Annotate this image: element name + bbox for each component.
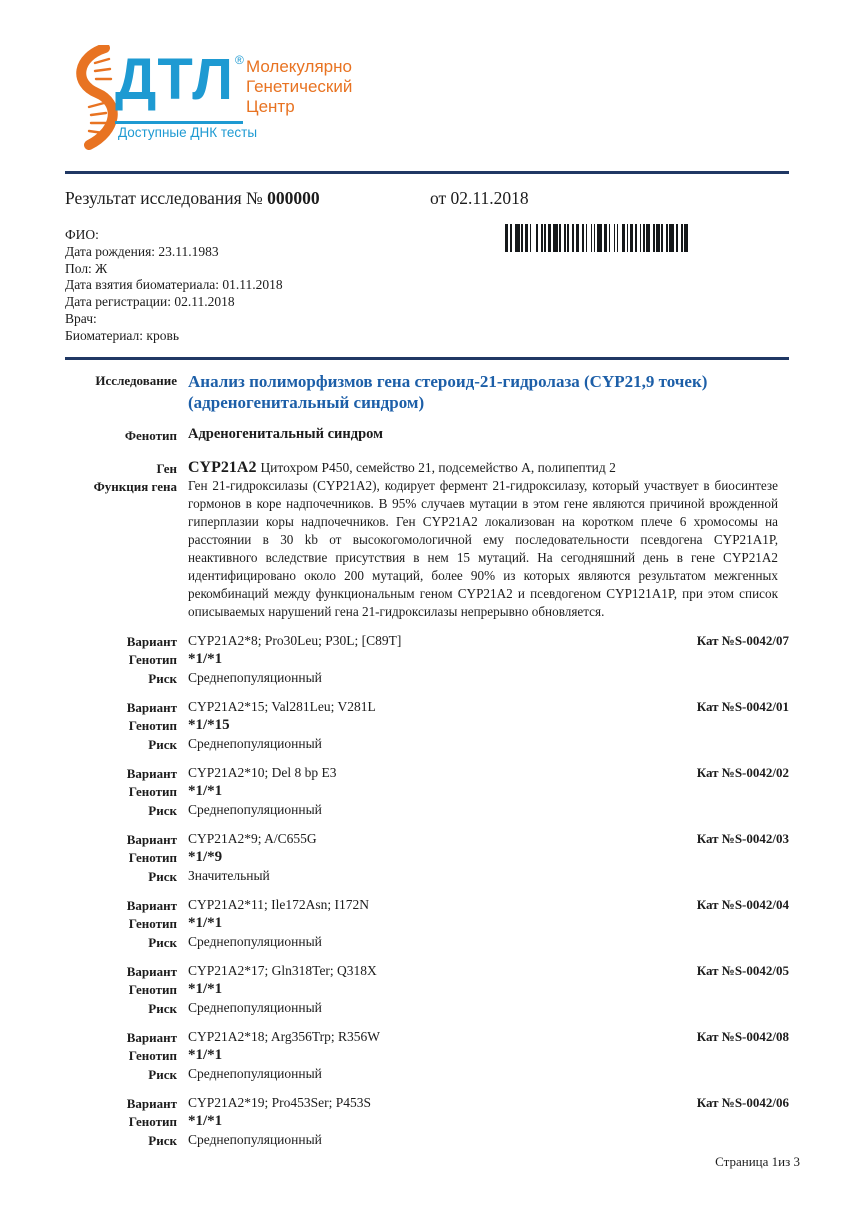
- risk-value: Среднепопуляционный: [188, 736, 322, 751]
- catalog-number: Кат №S-0042/07: [696, 633, 789, 648]
- catalog-number: Кат №S-0042/02: [696, 765, 789, 780]
- genotype-label: Генотип: [128, 1114, 177, 1129]
- variant-block: [65, 830, 789, 885]
- variant-value: CYP21A2*15; Val281Leu; V281L: [188, 699, 376, 714]
- variant-label: Вариант: [126, 898, 177, 913]
- variant-block: [65, 1094, 789, 1149]
- genotype-row: [65, 848, 789, 867]
- genotype-row: [65, 1046, 789, 1065]
- logo-center-name-line: Генетический: [246, 77, 353, 96]
- risk-label: Риск: [148, 803, 177, 818]
- barcode: [505, 224, 773, 252]
- variant-block: [65, 896, 789, 951]
- study-row: [65, 371, 789, 413]
- result-title: Результат исследования №: [65, 188, 268, 208]
- risk-row: [65, 933, 789, 951]
- genotype-value: *1/*15: [188, 717, 230, 733]
- gene-row: [65, 459, 789, 477]
- mid-divider: [65, 357, 789, 360]
- variant-value: CYP21A2*10; Del 8 bp E3: [188, 765, 337, 780]
- variant-value: CYP21A2*9; A/C655G: [188, 831, 317, 846]
- gene-description: Цитохром P450, семейство 21, подсемейство А, полипептид 2: [260, 460, 616, 475]
- risk-row: [65, 735, 789, 753]
- logo-center-name-line: Молекулярно: [246, 57, 352, 76]
- variant-row: [65, 1094, 789, 1112]
- risk-row: [65, 801, 789, 819]
- genotype-row: [65, 782, 789, 801]
- risk-value: Значительный: [188, 868, 270, 883]
- risk-row: [65, 1131, 789, 1149]
- patient-info-line: Дата регистрации: 02.11.2018: [65, 294, 235, 310]
- report-body: [65, 371, 789, 1149]
- logo-center-name: [246, 57, 352, 117]
- variant-label: Вариант: [126, 1096, 177, 1111]
- variant-row: [65, 632, 789, 650]
- variant-block: [65, 698, 789, 753]
- variant-block: [65, 962, 789, 1017]
- risk-label: Риск: [148, 869, 177, 884]
- genotype-label: Генотип: [128, 982, 177, 997]
- genotype-row: [65, 980, 789, 999]
- gene-function-text: Ген 21-гидроксилазы (CYP21A2), кодирует фермент 21-гидроксилазу, который участвует в биосинтезе гормонов в коре надпочечников. В 95% случаев мутации в этом гене являются причиной врожденной гиперплазии коры надпочечников. Ген CYP21A2 локализован на коротком плече 6 хромосомы на расстоянии в 30 kb от высокогомологичной ему последовательности псевдогена CYP21A1P, неактивного вследствие присутствия в нем 15 мутаций. На сегодняшний день в гене CYP21A2 идентифицировано около 200 мутаций, более 90% из которых являются результатом межгенных рекомбинаций между функциональным геном CYP21A2 и псевдогеном CYP121A1P, при этом список описываемых нарушений гена 21-гидроксилазы непрерывно обновляется.: [188, 478, 778, 619]
- result-header: [65, 188, 789, 209]
- genotype-value: *1/*1: [188, 1113, 223, 1129]
- phenotype-row: [65, 426, 789, 444]
- page-number: Страница 1из 3: [715, 1154, 800, 1169]
- gene-function-label: Функция гена: [93, 479, 177, 494]
- variant-label: Вариант: [126, 1030, 177, 1045]
- gene-name: CYP21A2: [188, 459, 257, 476]
- gene-function-row: [65, 477, 789, 621]
- study-title: [188, 371, 778, 413]
- variant-block: [65, 1028, 789, 1083]
- patient-info-line: Пол: Ж: [65, 260, 108, 276]
- patient-info: [65, 227, 283, 345]
- risk-row: [65, 1065, 789, 1083]
- genotype-value: *1/*9: [188, 849, 223, 865]
- variant-row: [65, 962, 789, 980]
- risk-value: Среднепопуляционный: [188, 1066, 322, 1081]
- variant-block: [65, 764, 789, 819]
- variant-label: Вариант: [126, 766, 177, 781]
- variant-label: Вариант: [126, 700, 177, 715]
- risk-value: Среднепопуляционный: [188, 802, 322, 817]
- result-date: от 02.11.2018: [430, 188, 529, 208]
- variant-row: [65, 830, 789, 848]
- variant-row: [65, 698, 789, 716]
- variant-row: [65, 1028, 789, 1046]
- risk-row: [65, 669, 789, 687]
- risk-row: [65, 867, 789, 885]
- patient-info-line: Дата взятия биоматериала: 01.11.2018: [65, 277, 283, 293]
- registered-mark: ®: [235, 53, 244, 67]
- genotype-label: Генотип: [128, 718, 177, 733]
- risk-value: Среднепопуляционный: [188, 934, 322, 949]
- variant-value: CYP21A2*19; Pro453Ser; P453S: [188, 1095, 372, 1110]
- variant-value: CYP21A2*11; Ile172Asn; I172N: [188, 897, 369, 912]
- study-title-line-2: (адреногенитальный синдром): [188, 393, 425, 412]
- risk-row: [65, 999, 789, 1017]
- risk-label: Риск: [148, 1133, 177, 1148]
- genotype-row: [65, 716, 789, 735]
- risk-label: Риск: [148, 1067, 177, 1082]
- study-title-line-1: Анализ полиморфизмов гена стероид-21-гидролаза (CYP21,9 точек): [188, 372, 708, 391]
- risk-value: Среднепопуляционный: [188, 670, 322, 685]
- logo: [65, 45, 485, 153]
- variant-label: Вариант: [126, 832, 177, 847]
- variant-block: [65, 632, 789, 687]
- logo-underline: [115, 121, 243, 124]
- genotype-label: Генотип: [128, 784, 177, 799]
- genotype-label: Генотип: [128, 916, 177, 931]
- genotype-row: [65, 914, 789, 933]
- variant-label: Вариант: [126, 634, 177, 649]
- genotype-label: Генотип: [128, 1048, 177, 1063]
- study-label: Исследование: [95, 373, 177, 388]
- gene-value: [188, 459, 778, 477]
- phenotype-label: Фенотип: [124, 428, 177, 443]
- risk-value: Среднепопуляционный: [188, 1000, 322, 1015]
- genotype-value: *1/*1: [188, 915, 223, 931]
- variant-list: [65, 632, 789, 1149]
- brand-text: ДТЛ: [115, 47, 234, 112]
- variant-row: [65, 764, 789, 782]
- variant-row: [65, 896, 789, 914]
- catalog-number: Кат №S-0042/03: [696, 831, 789, 846]
- top-divider: [65, 171, 789, 174]
- genotype-label: Генотип: [128, 652, 177, 667]
- patient-info-line: Врач:: [65, 310, 97, 326]
- logo-center-name-line: Центр: [246, 97, 295, 116]
- genotype-row: [65, 650, 789, 669]
- genotype-value: *1/*1: [188, 981, 223, 997]
- variant-value: CYP21A2*8; Pro30Leu; P30L; [C89T]: [188, 633, 402, 648]
- genotype-value: *1/*1: [188, 651, 223, 667]
- genotype-value: *1/*1: [188, 1047, 223, 1063]
- patient-info-line: Дата рождения: 23.11.1983: [65, 243, 219, 259]
- genotype-label: Генотип: [128, 850, 177, 865]
- risk-label: Риск: [148, 737, 177, 752]
- patient-info-line: Биоматериал: кровь: [65, 327, 179, 343]
- dna-helix-icon: [65, 45, 119, 151]
- variant-value: CYP21A2*17; Gln318Ter; Q318X: [188, 963, 377, 978]
- phenotype-value: Адреногенитальный синдром: [188, 426, 383, 442]
- variant-value: CYP21A2*18; Arg356Trp; R356W: [188, 1029, 381, 1044]
- catalog-number: Кат №S-0042/08: [696, 1029, 789, 1044]
- gene-label: Ген: [156, 461, 177, 476]
- risk-label: Риск: [148, 1001, 177, 1016]
- catalog-number: Кат №S-0042/01: [696, 699, 789, 714]
- variant-label: Вариант: [126, 964, 177, 979]
- risk-label: Риск: [148, 935, 177, 950]
- result-number: 000000: [267, 188, 320, 208]
- catalog-number: Кат №S-0042/05: [696, 963, 789, 978]
- genotype-value: *1/*1: [188, 783, 223, 799]
- patient-info-line: ФИО:: [65, 227, 99, 242]
- risk-value: Среднепопуляционный: [188, 1132, 322, 1147]
- logo-tagline: Доступные ДНК тесты: [118, 125, 258, 140]
- catalog-number: Кат №S-0042/06: [696, 1095, 789, 1110]
- risk-label: Риск: [148, 671, 177, 686]
- genotype-row: [65, 1112, 789, 1131]
- catalog-number: Кат №S-0042/04: [696, 897, 789, 912]
